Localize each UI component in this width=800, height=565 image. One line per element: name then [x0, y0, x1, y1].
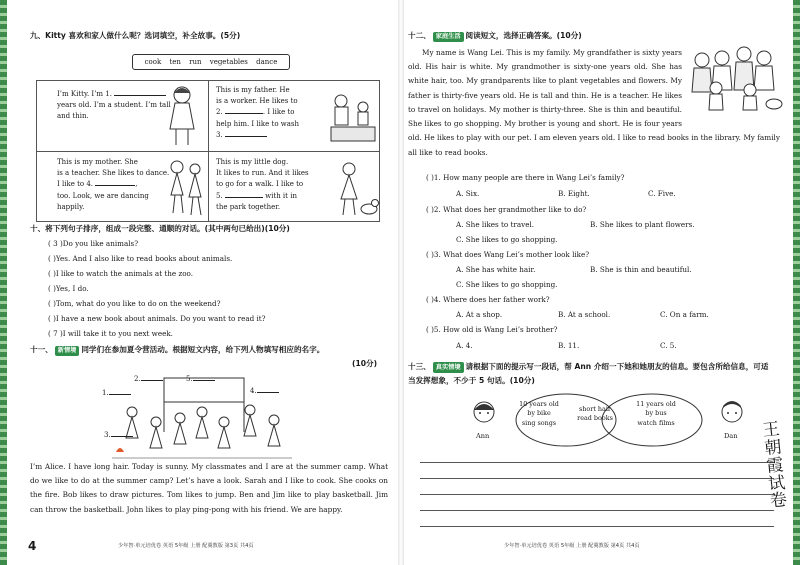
- section-12-title: 十二、 家庭生活 阅读短文，选择正确答案。(10分): [408, 31, 582, 40]
- blank-5[interactable]: [225, 197, 263, 198]
- left-page-edge: [0, 0, 7, 565]
- dan-avatar: [720, 400, 744, 430]
- label-3: 3.: [104, 430, 133, 441]
- page-number: 4: [28, 539, 37, 553]
- dancing-illustration: [165, 157, 207, 219]
- ann-info: 10 years old by bike sing songs: [519, 400, 559, 427]
- writing-line-3[interactable]: [420, 494, 774, 495]
- order-row-2[interactable]: ( )Yes. And I also like to read books about animals.: [48, 254, 233, 263]
- word-box: cook ten run vegetables dance: [132, 54, 290, 70]
- question-1[interactable]: ( )1. How many people are there in Wang Lei’s family?: [426, 173, 625, 182]
- family-life-tag: 家庭生活: [433, 32, 464, 42]
- q2-option-a[interactable]: A. She likes to travel.: [456, 220, 535, 229]
- wang-lei-text: My name is Wang Lei. This is my family. My grandfather is sixty years old. His hair is white. My grandmother is sixty-one years old. She has white hair, too. My grandparents like to plant vegetables and flowers. My father is thirty-five years old. He is tall and thin. He is a teacher. He likes to travel on holidays. My mother is thirty-three. She is thin and beautiful. She likes to go shopping. My brother is young and short. He is four years old. He likes to play with our pet. I am eleven years old. I like to read books in the library. My family all like to read books.: [408, 48, 780, 157]
- q3-option-b[interactable]: B. She is thin and beautiful.: [590, 265, 692, 274]
- section-10-title: 十、将下列句子排序，组成一段完整、通顺的对话。(其中两句已给出)(10分): [30, 224, 290, 233]
- summer-camp-scene: [102, 372, 302, 462]
- blank-3[interactable]: [225, 136, 267, 137]
- label-1: 1.: [102, 388, 131, 399]
- blank-2[interactable]: [225, 113, 263, 114]
- q2-option-c[interactable]: C. She likes to go shopping.: [456, 235, 558, 244]
- q4-option-a[interactable]: A. At a shop.: [456, 310, 503, 319]
- q2-option-b[interactable]: B. She likes to plant flowers.: [590, 220, 695, 229]
- dan-label: Dan: [724, 432, 738, 440]
- writing-line-1[interactable]: [420, 462, 774, 463]
- order-row-7[interactable]: ( 7 )I will take it to you next week.: [48, 329, 173, 338]
- real-situation-tag: 真实情境: [433, 362, 464, 373]
- order-row-1[interactable]: ( 3 )Do you like animals?: [48, 239, 139, 248]
- story-cell-3: This is my mother. She is a teacher. She likes to dance. I like to 4. , too. Look, we are dancing happily.: [57, 158, 170, 211]
- story-cell-4: This is my little dog. It likes to run. And it likes to go for a walk. I like to 5. with it in the park together.: [216, 158, 309, 211]
- summer-camp-passage: I’m Alice. I have long hair. Today is sunny. My classmates and I are at the summer camp. What do we like to do at the summer camp? Let’s have a look. Sarah and I like to cook. She cooks on the fire. Bob likes to draw pictures. Tom likes to jump. Ben and Jim like to play basketball. Jim can throw the basketball. John likes to play ping-pong with his friend. We are happy.: [30, 462, 388, 514]
- label-2: 2.: [134, 374, 163, 385]
- q5-option-a[interactable]: A. 4.: [456, 341, 473, 350]
- story-grid: [36, 80, 380, 222]
- ann-label: Ann: [476, 432, 490, 440]
- writing-line-2[interactable]: [420, 478, 774, 479]
- section-11-title: 十一、 新情境 同学们在参加夏令营活动。根据短文内容，给下列人物填写相应的名字。: [30, 345, 325, 354]
- question-3[interactable]: ( )3. What does Wang Lei’s mother look like?: [426, 250, 590, 259]
- label-4: 4.: [250, 386, 279, 397]
- order-row-5[interactable]: ( )Tom, what do you like to do on the weekend?: [48, 299, 221, 308]
- order-row-6[interactable]: ( )I have a new book about animals. Do you want to read it?: [48, 314, 266, 323]
- q1-option-a[interactable]: A. Six.: [456, 189, 480, 198]
- new-situation-tag: 新情境: [55, 346, 80, 356]
- left-page: [14, 0, 396, 565]
- left-footer: 少年智·单元培优卷 英语 5年级 上册 配冀教版 第3页 共4页: [118, 543, 254, 549]
- q4-option-c[interactable]: C. On a farm.: [660, 310, 709, 319]
- writing-line-4[interactable]: [420, 510, 774, 511]
- question-4[interactable]: ( )4. Where does her father work?: [426, 295, 550, 304]
- dan-info: 11 years old by bus watch films: [636, 400, 676, 427]
- right-page-edge: [793, 0, 800, 565]
- q3-option-a[interactable]: A. She has white hair.: [456, 265, 536, 274]
- q1-option-c[interactable]: C. Five.: [648, 189, 676, 198]
- q5-option-c[interactable]: C. 5.: [660, 341, 677, 350]
- shared-info: short hair read books: [577, 405, 613, 423]
- blank-4[interactable]: [95, 185, 135, 186]
- q4-option-b[interactable]: B. At a school.: [558, 310, 611, 319]
- q1-option-b[interactable]: B. Eight.: [558, 189, 590, 198]
- question-2[interactable]: ( )2. What does her grandmother like to do?: [426, 205, 587, 214]
- right-page: [408, 0, 784, 565]
- father-cooking-illustration: [327, 89, 379, 145]
- section-13-title: 十三、 真实情境 请根据下面的提示写一段话，帮 Ann 介绍一下她和她朋友的信息。要包含所给信息，可适当发挥想象，不少于 5 句话。(10分): [408, 362, 769, 386]
- q5-option-b[interactable]: B. 11.: [558, 341, 580, 350]
- page-fold: [398, 0, 404, 565]
- section-11-score: (10分): [352, 359, 378, 368]
- brand-watermark: 王 朝 霞 试 卷: [761, 419, 789, 513]
- girl-illustration: [162, 83, 204, 147]
- section-9-title: 九、Kitty 喜欢和家人做什么呢？选词填空，补全故事。(5分): [30, 31, 241, 40]
- right-footer: 少年智·单元培优卷 英语 5年级 上册 配冀教版 第4页 共4页: [504, 543, 640, 549]
- order-row-4[interactable]: ( )Yes, I do.: [48, 284, 89, 293]
- writing-line-5[interactable]: [420, 526, 774, 527]
- label-5: 5.: [186, 374, 215, 385]
- story-cell-1: I’m Kitty. I’m 1. years old. I’m a student. I’m tall and thin.: [57, 90, 171, 121]
- order-row-3[interactable]: ( )I like to watch the animals at the zoo.: [48, 269, 194, 278]
- question-5[interactable]: ( )5. How old is Wang Lei’s brother?: [426, 325, 558, 334]
- ann-avatar: [472, 400, 496, 430]
- story-cell-2: This is my father. He is a worker. He likes to 2. . I like to help him. I like to wash 3.: [216, 86, 300, 139]
- q3-option-c[interactable]: C. She likes to go shopping.: [456, 280, 558, 289]
- blank-1[interactable]: [114, 95, 166, 96]
- girl-with-dog-illustration: [331, 159, 379, 219]
